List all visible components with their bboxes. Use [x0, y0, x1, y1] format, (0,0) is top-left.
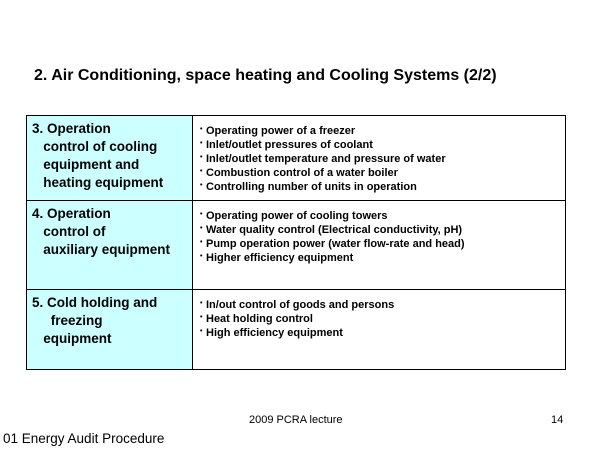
footer-section-label: 01 Energy Audit Procedure	[3, 431, 165, 446]
row-items-cell	[193, 290, 565, 369]
list-item	[200, 124, 565, 138]
list-item	[200, 326, 565, 340]
list-item-text: Higher efficiency equipment	[206, 252, 354, 265]
row-label-line: control of	[32, 224, 106, 239]
bullet-icon: •	[200, 140, 203, 148]
list-item-text: In/out control of goods and persons	[206, 299, 395, 311]
bullet-icon: •	[200, 211, 203, 219]
bullet-icon: •	[200, 126, 203, 134]
row-items-cell	[193, 116, 565, 200]
list-item-text: Pump operation power (water flow-rate and head)	[206, 238, 465, 251]
list-item	[200, 312, 565, 326]
page-number: 14	[551, 414, 564, 426]
row-label-line: control of cooling	[32, 139, 158, 154]
table-row	[27, 290, 565, 369]
list-item-text: Controlling number of units in operation	[206, 181, 417, 194]
list-item	[200, 138, 565, 152]
list-item	[200, 180, 565, 194]
list-item	[200, 209, 565, 223]
list-item	[200, 237, 565, 251]
bullet-icon: •	[200, 182, 203, 190]
row-label-line: equipment	[32, 331, 112, 346]
list-item	[200, 166, 565, 180]
slide-title: 2. Air Conditioning, space heating and Cooling Systems (2/2)	[34, 67, 497, 84]
bullet-icon: •	[200, 154, 203, 162]
list-item	[200, 223, 565, 237]
list-item-text: Inlet/outlet temperature and pressure of water	[206, 153, 446, 166]
bullet-icon: •	[200, 253, 203, 261]
list-item-text: Inlet/outlet pressures of coolant	[206, 139, 373, 152]
list-item-text: Combustion control of a water boiler	[206, 167, 398, 180]
row-label-line: auxiliary equipment	[32, 242, 171, 257]
list-item-text: Operating power of cooling towers	[206, 210, 388, 222]
list-item	[200, 152, 565, 166]
footer-lecture-label: 2009 PCRA lecture	[249, 414, 343, 426]
bullet-icon: •	[200, 328, 203, 336]
table-row	[27, 116, 565, 201]
bullet-icon: •	[200, 314, 203, 322]
row-items-cell	[193, 201, 565, 289]
list-item-text: Water quality control (Electrical conductivity, pH)	[206, 224, 463, 237]
table-row	[27, 201, 565, 290]
row-label-line: 5. Cold holding and	[32, 295, 158, 310]
row-label-line: 4. Operation	[32, 206, 111, 221]
bullet-icon: •	[200, 239, 203, 247]
row-label-line: freezing	[32, 313, 103, 328]
row-label-cell	[27, 201, 193, 289]
list-item-text: Operating power of a freezer	[206, 125, 356, 137]
bullet-icon: •	[200, 168, 203, 176]
list-item	[200, 251, 565, 265]
list-item-text: High efficiency equipment	[206, 327, 343, 340]
row-label-line: heating equipment	[32, 175, 164, 190]
bullet-icon: •	[200, 225, 203, 233]
list-item-text: Heat holding control	[206, 313, 313, 326]
row-label-line: equipment and	[32, 157, 140, 172]
row-label-cell	[27, 116, 193, 200]
row-label-cell	[27, 290, 193, 369]
row-label-line: 3. Operation	[32, 121, 111, 136]
content-table	[26, 115, 566, 370]
bullet-icon: •	[200, 300, 203, 308]
list-item	[200, 298, 565, 312]
